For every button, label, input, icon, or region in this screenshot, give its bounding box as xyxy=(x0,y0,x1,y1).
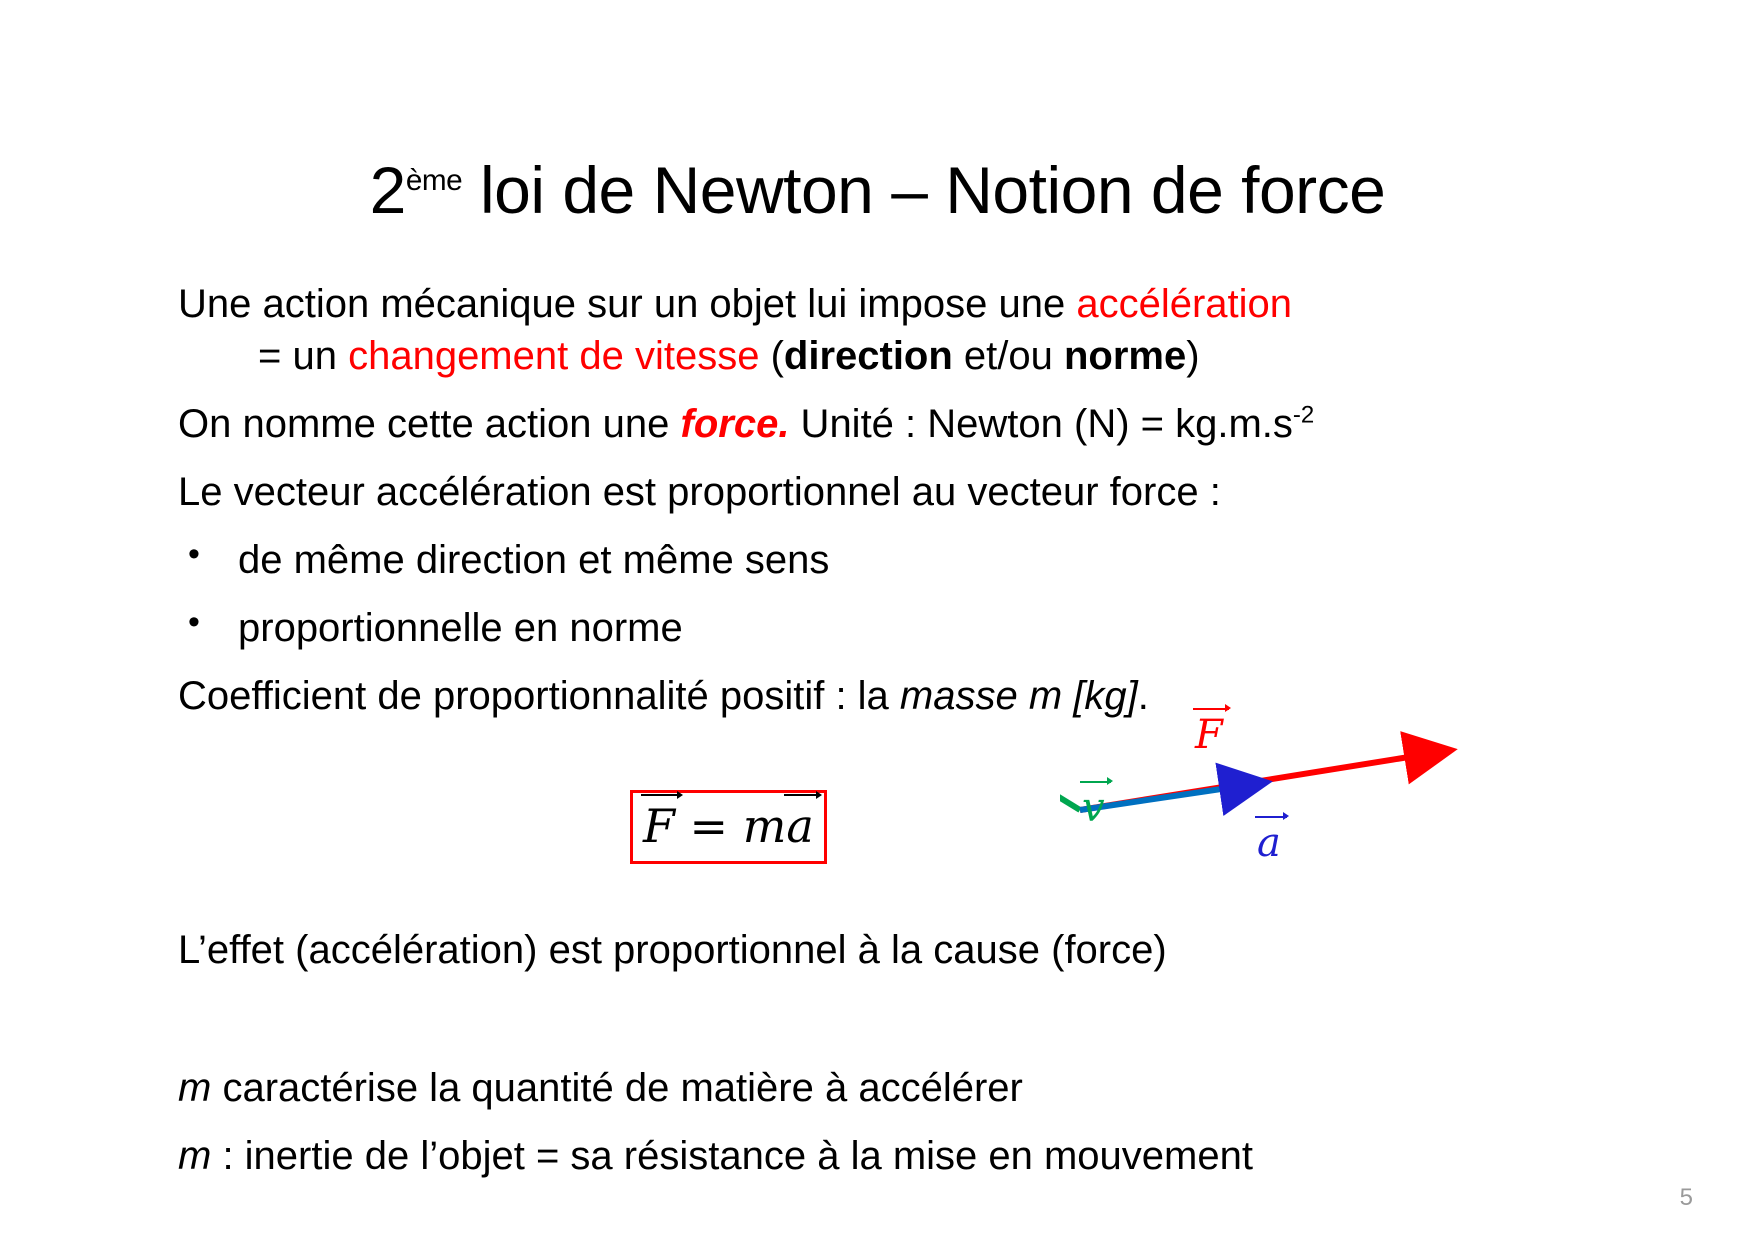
formula-vector-F: F xyxy=(643,799,675,853)
paragraph-2 xyxy=(178,398,1598,450)
formula-mass: m xyxy=(742,799,787,853)
paragraph-3: Le vecteur accélération est proportionnel au vecteur force : xyxy=(178,470,1221,514)
paragraph-6 xyxy=(178,1062,1598,1114)
velocity-vector-arrow xyxy=(1060,752,1080,810)
title-rest: loi de Newton – Notion de force xyxy=(462,153,1386,228)
paragraph-1 xyxy=(178,278,1598,382)
p2-text-a: On nomme cette action une xyxy=(178,402,681,446)
list-item xyxy=(178,534,1598,586)
paragraph-5: L’effet (accélération) est proportionnel à la cause (force) xyxy=(178,928,1167,972)
p1-continuation xyxy=(178,330,1598,382)
bullet-1-label: de même direction et même sens xyxy=(238,538,830,582)
list-item xyxy=(178,602,1598,654)
p1-text-c: ( xyxy=(759,334,784,378)
p2-text-b: Unité : Newton (N) = kg.m.s xyxy=(789,402,1293,446)
p4-italic-masse: masse m [kg] xyxy=(899,674,1138,718)
p1-text-a: Une action mécanique sur un objet lui impose une xyxy=(178,282,1077,326)
p4-text-a: Coefficient de proportionnalité positif : la xyxy=(178,674,900,718)
p1-text-b: = un xyxy=(258,334,349,378)
title-superscript: ème xyxy=(405,164,463,198)
label-force-vector: F xyxy=(1195,712,1223,758)
p1-bold-norme: norme xyxy=(1064,334,1187,378)
vector-diagram xyxy=(1060,712,1660,890)
page-number: 5 xyxy=(1679,1184,1693,1211)
paragraph-7 xyxy=(178,1130,1598,1182)
p7-text: : inertie de l’objet = sa résistance à la mise en mouvement xyxy=(211,1134,1253,1178)
p4-text-b: . xyxy=(1137,674,1149,718)
formula-container xyxy=(630,790,827,864)
p2-exponent: -2 xyxy=(1292,401,1315,429)
bullet-2-label: proportionnelle en norme xyxy=(238,606,683,650)
label-velocity-vector: v xyxy=(1082,785,1105,831)
page-title xyxy=(0,154,1755,227)
vector-diagram-svg xyxy=(1060,730,1660,890)
bullet-list xyxy=(178,534,1598,654)
p1-text-d: et/ou xyxy=(952,334,1064,378)
newton-second-law-formula xyxy=(630,790,827,864)
label-acceleration-vector: a xyxy=(1257,820,1281,866)
acceleration-vector-arrow xyxy=(1080,784,1255,810)
p1-highlight-vitesse: changement de vitesse xyxy=(348,334,760,378)
formula-equals: = xyxy=(674,799,743,853)
p1-bold-direction: direction xyxy=(783,334,953,378)
p1-text-e: ) xyxy=(1186,334,1200,378)
p1-highlight-acceleration: accélération xyxy=(1076,282,1293,326)
p6-italic-m: m xyxy=(178,1066,212,1110)
p6-text: caractérise la quantité de matière à accélérer xyxy=(211,1066,1023,1110)
bullet-icon: • xyxy=(188,603,200,641)
p2-force-word: force. xyxy=(680,402,790,446)
p7-italic-m: m xyxy=(178,1134,212,1178)
title-prefix: 2 xyxy=(369,153,406,228)
bullet-icon: • xyxy=(188,535,200,573)
formula-vector-a: a xyxy=(786,799,814,853)
paragraph-4 xyxy=(178,670,1598,722)
